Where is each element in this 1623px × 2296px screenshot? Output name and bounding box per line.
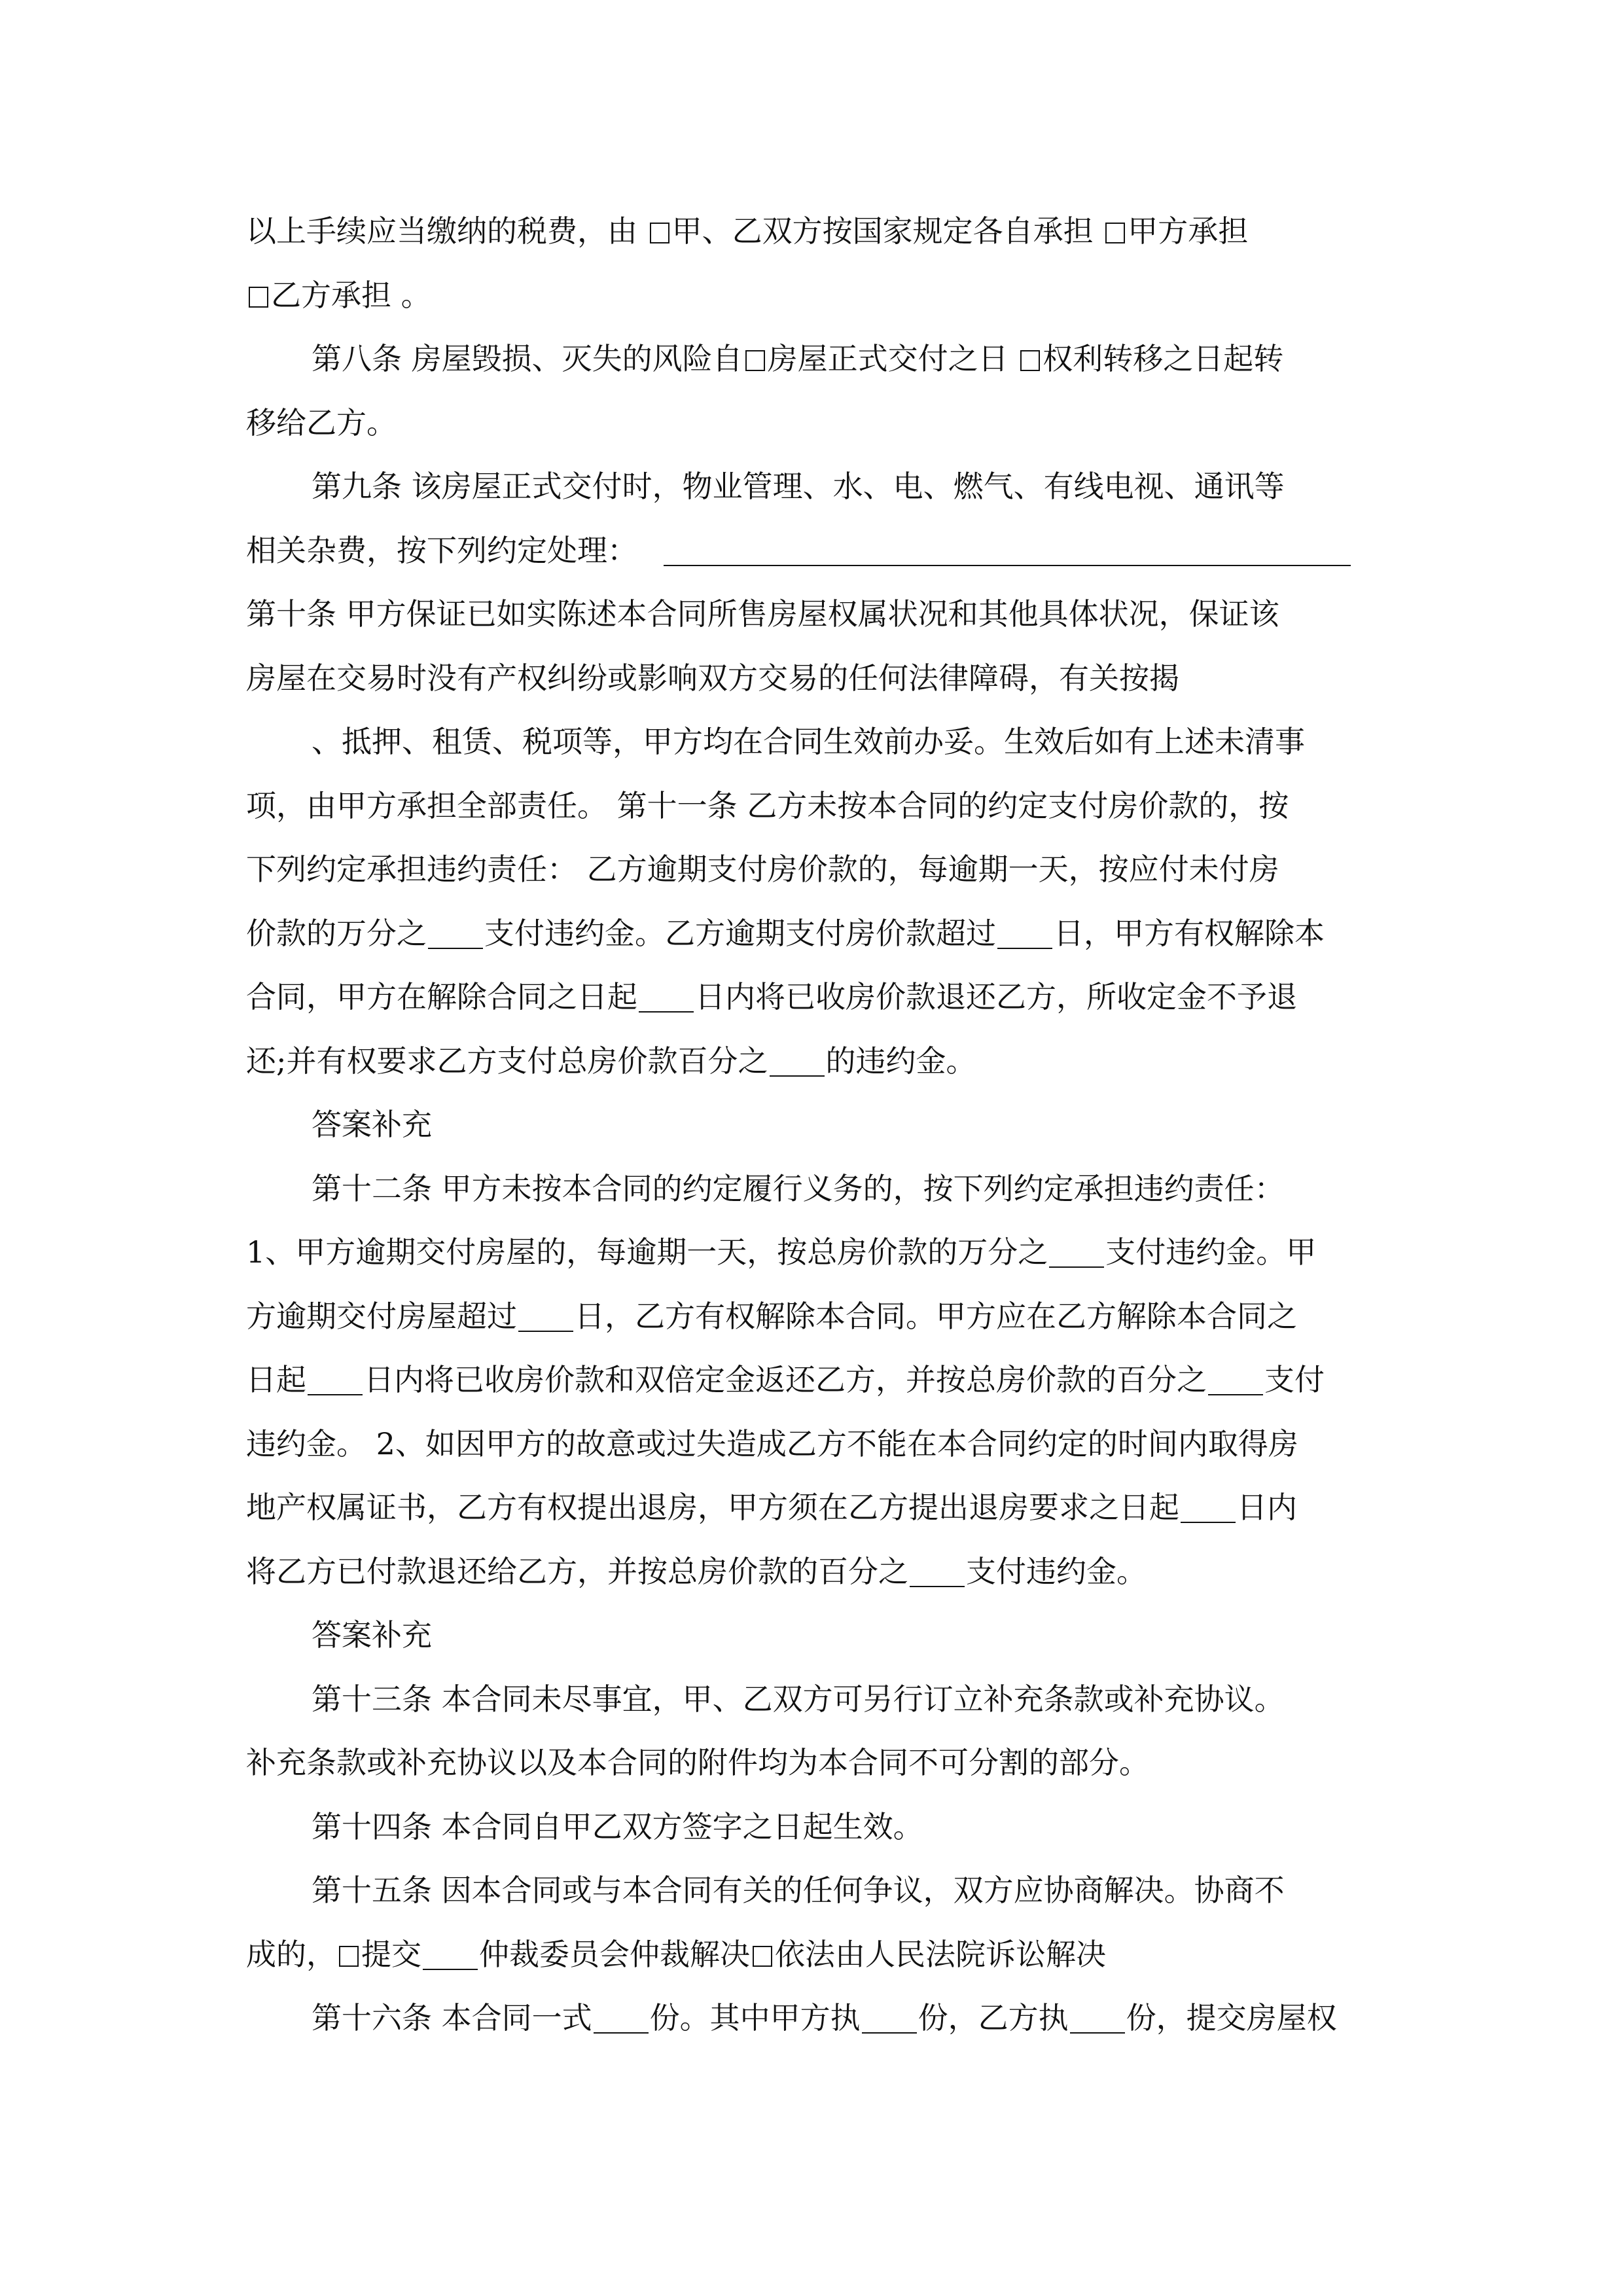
line-12 [246,902,1378,966]
text: 方逾期交付房屋超过 [246,1298,517,1334]
text: 权利转移之日起转 [1043,341,1284,376]
text: 第十六条 本合同一式 [312,2000,592,2036]
text: 份，提交房屋权 [1126,2000,1337,2036]
text: 相关杂费，按下列约定处理： [246,532,637,568]
line-17 [246,1221,1378,1285]
line-8: 房屋在交易时没有产权纠纷或影响双方交易的任何法律障碍，有关按揭 [246,660,1179,696]
line-2 [246,264,1378,328]
line-3 [246,327,1378,391]
fill-blank[interactable] [1208,1364,1263,1395]
checkbox[interactable] [650,223,669,243]
line-13 [246,965,1378,1030]
text: 甲、乙双方按国家规定各自承担 [671,213,1094,249]
line-19 [246,1348,1378,1412]
fill-blank[interactable] [1070,2002,1125,2034]
fill-blank-line[interactable] [664,535,1351,566]
line-9: 、抵押、租赁、税项等，甲方均在合同生效前办妥。生效后如有上述未清事 [312,724,1305,759]
fill-blank[interactable] [428,918,483,949]
text: 成的， [246,1936,336,1972]
checkbox[interactable] [1020,350,1040,371]
text: 日，乙方有权解除本合同。甲方应在乙方解除本合同之 [575,1298,1297,1334]
line-18 [246,1285,1378,1349]
line-10: 项，由甲方承担全部责任。 第十一条 乙方未按本合同的约定支付房价款的，按 [246,787,1289,823]
checkbox[interactable] [339,1946,359,1967]
text: 支付违约金。 [966,1553,1147,1589]
text: 房屋正式交付之日 [767,341,1008,376]
text: 依法由人民法院诉讼解决 [775,1936,1106,1972]
text: 还;并有权要求乙方支付总房价款百分之 [246,1043,768,1079]
checkbox[interactable] [1105,223,1125,243]
text: 地产权属证书，乙方有权提出退房，甲方须在乙方提出退房要求之日起 [246,1490,1179,1525]
text: 日内将已收房价款退还乙方，所收定金不予退 [695,979,1297,1014]
line-20: 违约金。 2、如因甲方的故意或过失造成乙方不能在本合同约定的时间内取得房 [246,1426,1298,1462]
text: 甲方承担 [1128,213,1249,249]
text: 第八条 房屋毁损、灭失的风险自 [312,341,743,376]
text: 1、甲方逾期交付房屋的，每逾期一天，按总房价款的万分之 [246,1234,1048,1270]
line-5: 第九条 该房屋正式交付时，物业管理、水、电、燃气、有线电视、通讯等 [312,469,1285,504]
line-24: 第十三条 本合同未尽事宜，甲、乙双方可另行订立补充条款或补充协议。 [312,1681,1285,1717]
fill-blank[interactable] [997,918,1052,949]
checkbox[interactable] [249,287,268,308]
text: 仲裁委员会仲裁解决 [479,1936,750,1972]
line-21 [246,1476,1378,1540]
line-25: 补充条款或补充协议以及本合同的附件均为本合同不可分割的部分。 [246,1745,1149,1780]
contract-body [246,200,1378,2051]
text: 支付 [1264,1362,1325,1397]
line-16: 第十二条 甲方未按本合同的约定履行义务的，按下列约定承担违约责任： [312,1170,1285,1206]
fill-blank[interactable] [1049,1236,1104,1268]
line-29 [246,1986,1378,2051]
line-14 [246,1030,1378,1094]
text: 支付违约金。乙方逾期支付房价款超过 [484,915,996,951]
line-28 [246,1923,1378,1987]
line-15-heading: 答案补充 [312,1107,432,1142]
text: 日内 [1237,1490,1297,1525]
text: 日内将已收房价款和双倍定金返还乙方，并按总房价款的百分之 [364,1362,1207,1397]
line-11: 下列约定承担违约责任： 乙方逾期支付房价款的，每逾期一天，按应付未付房 [246,852,1279,887]
checkbox[interactable] [745,350,765,371]
line-23-heading: 答案补充 [312,1617,432,1653]
fill-blank[interactable] [308,1364,363,1395]
line-26: 第十四条 本合同自甲乙双方签字之日起生效。 [312,1808,923,1844]
line-22 [246,1540,1378,1604]
line-1 [246,200,1378,264]
text: 合同，甲方在解除合同之日起 [246,979,637,1014]
text: 提交 [361,1936,421,1972]
fill-blank[interactable] [518,1300,573,1332]
fill-blank[interactable] [770,1045,825,1077]
fill-blank[interactable] [862,2002,917,2034]
text: 价款的万分之 [246,915,427,951]
text: 将乙方已付款退还给乙方，并按总房价款的百分之 [246,1553,908,1589]
text: 份，乙方执 [918,2000,1069,2036]
line-4: 移给乙方。 [246,404,397,440]
fill-blank[interactable] [1181,1492,1236,1523]
fill-blank[interactable] [910,1556,965,1587]
checkbox[interactable] [753,1946,772,1967]
fill-blank[interactable] [594,2002,649,2034]
text: 的违约金。 [825,1043,976,1079]
text: 乙方承担 [271,277,391,313]
text: 份。其中甲方执 [649,2000,861,2036]
line-6 [246,519,1378,583]
text: 。 [401,277,431,313]
fill-blank[interactable] [639,981,694,1013]
text: 以上手续应当缴纳的税费，由 [246,213,637,249]
text: 支付违约金。甲 [1105,1234,1317,1270]
text: 日起 [246,1362,306,1397]
line-7: 第十条 甲方保证已如实陈述本合同所售房屋权属状况和其他具体状况，保证该 [246,596,1279,632]
line-27: 第十五条 因本合同或与本合同有关的任何争议，双方应协商解决。协商不 [312,1873,1285,1908]
text: 日，甲方有权解除本 [1054,915,1325,951]
fill-blank[interactable] [423,1939,478,1970]
